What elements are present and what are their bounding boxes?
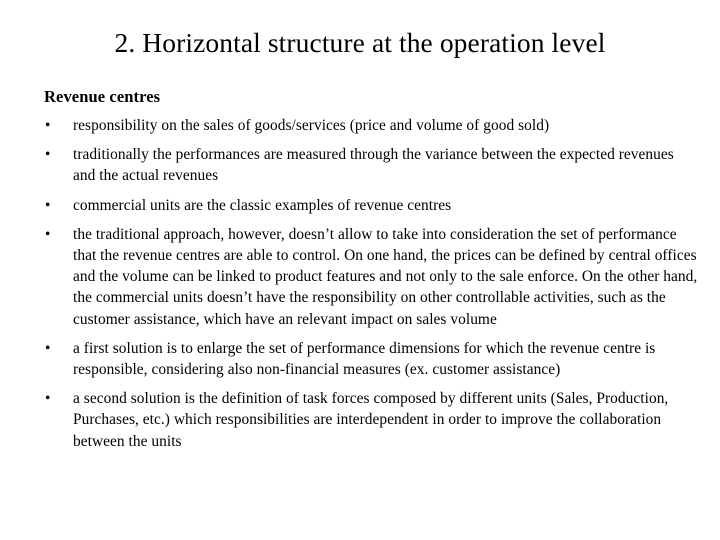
- list-item: [44, 388, 698, 452]
- page-title: 2. Horizontal structure at the operation level: [114, 27, 606, 58]
- list-item-label: traditionally the performances are measured through the variance between the expected revenues and the actual revenues: [73, 146, 674, 185]
- list-item-label: commercial units are the classic examples of revenue centres: [73, 196, 452, 214]
- list-item: [44, 338, 698, 380]
- bullet-list: [44, 115, 698, 452]
- list-item-label: a first solution is to enlarge the set of performance dimensions for which the revenue centre is responsible, considering also non-financial measures (ex. customer assistance): [73, 339, 656, 379]
- list-item: [44, 144, 698, 186]
- list-item-label: the traditional approach, however, doesn’t allow to take into consideration the set of performance that the revenue centres are able to control. On one hand, the prices can be defined by central offices and the volume can be linked to product features and not only to the sale enforce. On the other hand, the commercial units doesn’t have the responsibility on other controllable activities, such as the customer assistance, which have an relevant impact on sales volume: [73, 225, 698, 328]
- list-item-label: responsibility on the sales of goods/services (price and volume of good sold): [73, 117, 550, 134]
- list-item: [44, 224, 698, 330]
- bullet-dot-icon: •: [45, 146, 51, 164]
- list-item: [44, 115, 698, 136]
- list-item: [44, 195, 698, 216]
- bullet-dot-icon: •: [45, 225, 51, 243]
- bullet-dot-icon: •: [45, 196, 51, 214]
- bullet-dot-icon: •: [45, 117, 51, 134]
- bullet-dot-icon: •: [45, 390, 51, 408]
- slide-body: [44, 86, 698, 452]
- bullet-dot-icon: •: [45, 339, 51, 357]
- list-item-label: a second solution is the definition of task forces composed by different units (Sales, Production, Purchases, etc.) which responsibilities are interdependent in order to improve the collaboration between the units: [73, 390, 669, 450]
- section-heading: Revenue centres: [44, 87, 161, 106]
